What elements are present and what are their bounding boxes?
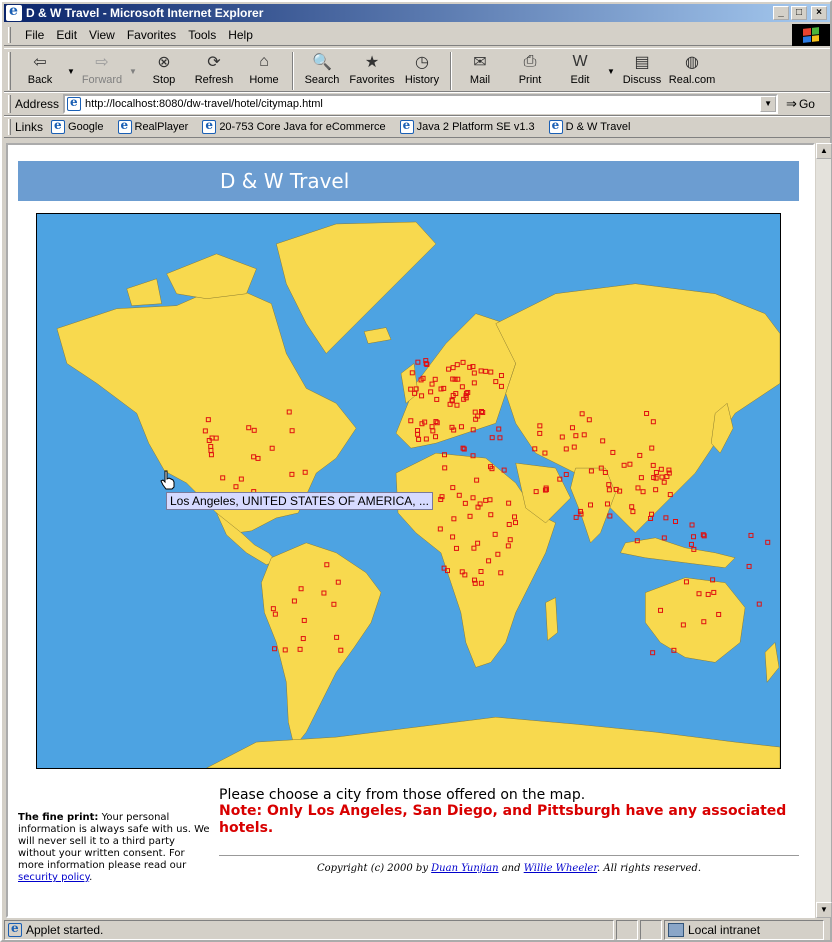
link-java2-platform-label: Java 2 Platform SE v1.3: [416, 121, 535, 133]
printer-icon: ⎙: [523, 53, 537, 70]
favorites-label: Favorites: [349, 74, 395, 86]
link-realplayer[interactable]: [118, 120, 189, 134]
footer-divider: [219, 855, 799, 856]
world-map-graphic: [37, 214, 780, 768]
link-page-icon: [549, 120, 563, 134]
edit-button[interactable]: [555, 52, 605, 90]
fine-print: [18, 812, 213, 884]
vertical-scrollbar[interactable]: [815, 143, 831, 918]
scroll-up-button[interactable]: ▲: [816, 143, 832, 159]
link-core-java-label: 20-753 Core Java for eCommerce: [219, 121, 386, 133]
author-wheeler-link[interactable]: Willie Wheeler: [523, 863, 598, 874]
status-text: Applet started.: [26, 923, 104, 937]
back-label: Back: [27, 74, 53, 86]
standard-toolbar: [4, 48, 830, 92]
instructions: [219, 787, 799, 874]
search-button[interactable]: [297, 52, 347, 90]
copyright-prefix: Copyright (c) 2000 by: [316, 863, 432, 874]
status-bar: [4, 919, 830, 941]
status-pane-secure: [640, 920, 662, 940]
copyright-and: and: [498, 863, 524, 874]
links-grip[interactable]: [8, 119, 11, 135]
forward-button[interactable]: [77, 52, 127, 90]
home-label: Home: [249, 74, 279, 86]
page-viewport: [6, 143, 815, 918]
mail-label: Mail: [469, 74, 491, 86]
word-edit-icon: W: [572, 53, 588, 70]
hand-cursor-icon: [160, 470, 176, 490]
link-java2-platform[interactable]: [400, 120, 535, 134]
favorites-button[interactable]: [347, 52, 397, 90]
link-page-icon: [51, 120, 65, 134]
site-header: D & W Travel: [18, 161, 799, 201]
go-arrow-icon: ⇒: [786, 96, 797, 111]
link-realplayer-label: RealPlayer: [134, 121, 189, 133]
link-core-java[interactable]: [202, 120, 385, 134]
status-page-icon: [8, 923, 22, 937]
menu-edit-label: Edit: [56, 27, 78, 42]
window-title: D & W Travel - Microsoft Internet Explorer: [26, 6, 264, 20]
address-url[interactable]: http://localhost:8080/dw-travel/hotel/citymap.html: [85, 98, 323, 110]
menu-tools[interactable]: [182, 28, 222, 42]
print-button[interactable]: [505, 52, 555, 90]
page-icon: [67, 97, 81, 111]
scroll-down-button[interactable]: ▼: [816, 902, 832, 918]
fine-print-end: .: [89, 872, 93, 883]
links-label[interactable]: Links: [15, 120, 44, 134]
hotel-note: Note: Only Los Angeles, San Diego, and Pittsburgh have any associated hotels.: [219, 803, 787, 836]
link-page-icon: [202, 120, 216, 134]
link-google[interactable]: [51, 120, 103, 134]
discuss-label: Discuss: [622, 74, 662, 86]
mail-button[interactable]: [455, 52, 505, 90]
home-icon: ⌂: [259, 53, 269, 70]
menu-file[interactable]: [19, 28, 50, 42]
forward-label: Forward: [81, 74, 123, 86]
fine-print-label: The fine print:: [18, 812, 99, 823]
forward-arrow-icon: ⇨: [95, 54, 109, 71]
edit-label: Edit: [570, 74, 590, 86]
city-map-applet[interactable]: [36, 213, 781, 769]
home-button[interactable]: [239, 52, 289, 90]
print-label: Print: [518, 74, 542, 86]
menu-edit[interactable]: [50, 28, 83, 42]
search-icon: 🔍: [312, 54, 332, 71]
address-input[interactable]: [63, 94, 778, 114]
menu-help-label: Help: [228, 27, 253, 42]
instruction-text: Please choose a city from those offered on the map.: [219, 787, 586, 803]
maximize-button[interactable]: □: [791, 6, 807, 20]
stop-icon: ⊗: [157, 54, 171, 71]
title-bar: [4, 4, 830, 22]
edit-dropdown[interactable]: ▼: [607, 66, 615, 76]
menu-favorites-label: Favorites: [126, 27, 177, 42]
menu-view[interactable]: [83, 28, 121, 42]
toolbar-grip[interactable]: [8, 52, 11, 90]
go-label: Go: [798, 97, 815, 111]
address-label: Address: [15, 97, 60, 111]
intranet-zone-icon: [668, 923, 684, 937]
links-bar: [4, 116, 830, 138]
hand-cursor-shape: [161, 471, 174, 489]
refresh-label: Refresh: [194, 74, 234, 86]
author-duan-link[interactable]: Duan Yunjian: [431, 863, 499, 874]
menu-favorites[interactable]: [121, 28, 182, 42]
forward-dropdown[interactable]: ▼: [129, 66, 137, 76]
status-message-pane: [4, 920, 614, 940]
back-dropdown[interactable]: ▼: [67, 66, 75, 76]
menu-grip[interactable]: [8, 27, 11, 43]
link-page-icon: [118, 120, 132, 134]
status-pane-progress: [616, 920, 638, 940]
landmass-madagascar: [546, 598, 558, 641]
refresh-icon: ⟳: [207, 54, 221, 71]
stop-label: Stop: [152, 74, 176, 86]
link-page-icon: [400, 120, 414, 134]
address-dropdown-button[interactable]: ▼: [760, 96, 776, 112]
minimize-button[interactable]: _: [773, 6, 789, 20]
toolbar-separator: [450, 52, 452, 90]
security-policy-link[interactable]: security policy: [18, 872, 90, 883]
address-grip[interactable]: [8, 95, 11, 113]
menu-file-label: File: [25, 27, 45, 42]
go-button[interactable]: [786, 96, 815, 112]
menu-view-label: View: [89, 27, 115, 42]
favorites-folder-icon: ★: [364, 54, 380, 71]
discuss-icon: ▤: [634, 54, 650, 71]
link-dw-travel[interactable]: [549, 120, 631, 134]
copyright: [219, 863, 799, 874]
windows-logo-icon: [792, 24, 830, 46]
address-bar: [4, 92, 830, 116]
refresh-button[interactable]: [189, 52, 239, 90]
fine-print-text: Your personal information is always safe with us. We will never sell it to a third party without your written consent. For more information please read our: [18, 812, 210, 871]
back-button[interactable]: [15, 52, 65, 90]
link-google-label: Google: [68, 121, 104, 133]
back-arrow-icon: ⇦: [33, 54, 47, 71]
mail-icon: ✉: [473, 54, 487, 71]
menu-help[interactable]: [222, 28, 259, 42]
toolbar-separator: [292, 52, 294, 90]
city-tooltip: Los Angeles, UNITED STATES OF AMERICA, ...: [166, 492, 433, 510]
stop-button[interactable]: [139, 52, 189, 90]
realcom-label: Real.com: [668, 74, 716, 86]
status-zone-pane: [664, 920, 824, 940]
search-label: Search: [304, 74, 340, 86]
zone-text: Local intranet: [688, 923, 761, 937]
close-button[interactable]: ×: [811, 6, 827, 20]
history-button[interactable]: [397, 52, 447, 90]
copyright-suffix: . All rights reserved.: [597, 863, 702, 874]
realcom-icon: ◍: [685, 54, 699, 71]
history-label: History: [404, 74, 440, 86]
ie-logo-icon: [6, 5, 22, 21]
link-dw-travel-label: D & W Travel: [565, 121, 631, 133]
menu-bar: [4, 24, 830, 46]
discuss-button[interactable]: [617, 52, 667, 90]
history-clock-icon: ◷: [415, 54, 429, 71]
realcom-button[interactable]: [667, 52, 717, 90]
menu-tools-label: Tools: [188, 27, 217, 42]
